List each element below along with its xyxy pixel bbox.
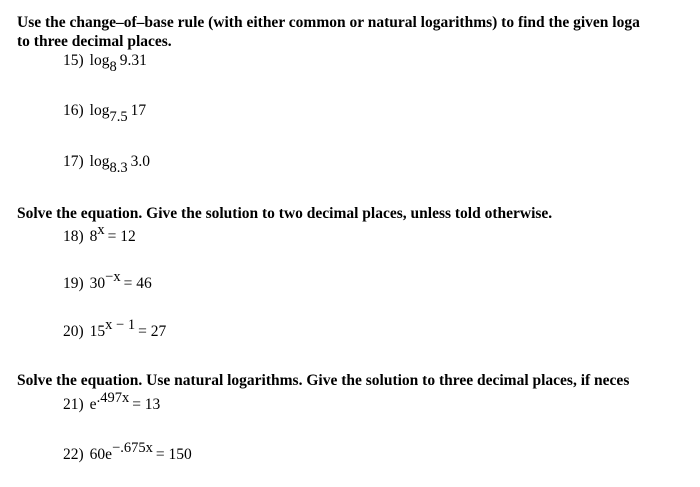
problem-number: 17) (63, 153, 84, 170)
equation-base: 15 (89, 323, 106, 340)
problem-number: 18) (63, 228, 84, 245)
problem-21 (63, 390, 161, 414)
equation-exponent: .497x (96, 390, 130, 406)
problem-18 (63, 222, 136, 246)
problem-number: 20) (63, 323, 84, 340)
instruction-line-1: Use the change–of–base rule (with either common or natural logarithms) to find the given loga (17, 14, 640, 31)
equation-rhs: = 150 (155, 446, 192, 463)
equation-exponent: −.675x (112, 440, 153, 456)
log-func: log (89, 102, 110, 119)
problem-number: 21) (63, 396, 84, 413)
equation-base: e (89, 396, 97, 413)
problem-number: 19) (63, 275, 84, 292)
equation-exponent: −x (105, 269, 121, 285)
problem-17 (63, 153, 150, 176)
equation-base: 30 (89, 275, 106, 292)
log-base: 8 (109, 59, 117, 75)
equation-rhs: = 27 (138, 323, 167, 340)
problem-15 (63, 52, 147, 75)
instruction-solve-natural-log: Solve the equation. Use natural logarithms. Give the solution to three decimal places, if neces (17, 372, 630, 389)
problem-number: 16) (63, 102, 84, 119)
problem-number: 15) (63, 52, 84, 69)
equation-base: 8 (89, 228, 98, 245)
instruction-change-of-base (17, 13, 640, 51)
log-func: log (89, 153, 110, 170)
log-argument: 9.31 (119, 52, 147, 69)
log-func: log (89, 52, 110, 69)
problem-22 (63, 440, 192, 464)
problem-20 (63, 317, 167, 341)
problem-19 (63, 269, 152, 293)
problem-number: 22) (63, 446, 84, 463)
equation-rhs: = 13 (132, 396, 161, 413)
log-argument: 17 (130, 102, 147, 119)
equation-exponent: x − 1 (105, 317, 136, 333)
equation-coefficient: 60 (89, 446, 106, 463)
equation-rhs: = 46 (123, 275, 152, 292)
instruction-line-2: to three decimal places. (17, 33, 172, 50)
log-base: 7.5 (109, 109, 128, 125)
log-base: 8.3 (109, 160, 128, 176)
equation-rhs: = 12 (107, 228, 136, 245)
instruction-solve-two-decimals: Solve the equation. Give the solution to two decimal places, unless told otherwise. (17, 205, 553, 222)
log-argument: 3.0 (130, 153, 150, 170)
problem-16 (63, 102, 147, 125)
equation-exponent: x (97, 222, 105, 238)
equation-base: e (105, 446, 113, 463)
